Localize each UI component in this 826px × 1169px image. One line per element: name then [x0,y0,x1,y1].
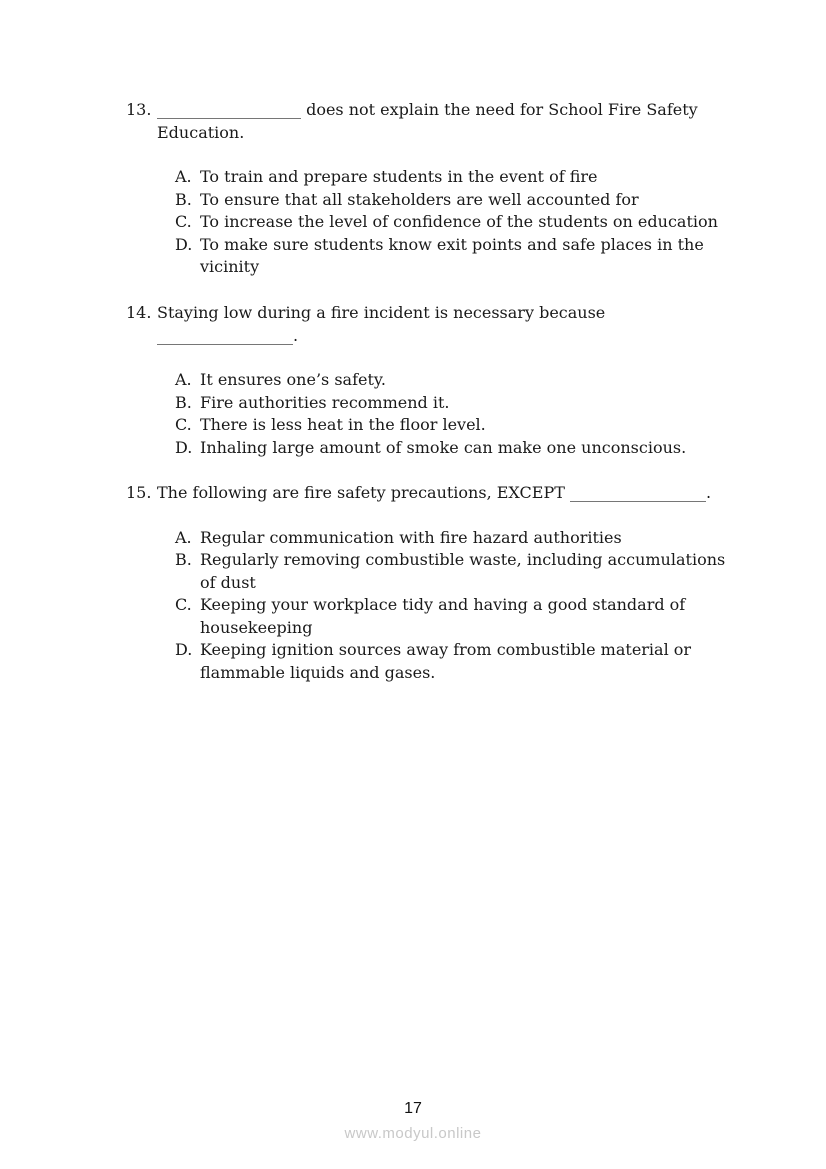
question-number: 14. [126,303,152,322]
question-stem [126,99,736,144]
question-number: 13. [126,100,152,119]
question-text: Staying low during a fire incident is necessary because _________________. [157,303,606,345]
choice-item [175,594,736,639]
choice-list [126,166,736,279]
page-number: 17 [404,1100,422,1117]
choice-text: Keeping your workplace tidy and having a good standard of housekeeping [200,595,686,637]
watermark: www.modyul.online [344,1125,482,1142]
question-text: __________________ does not explain the need for School Fire Safety Education. [157,100,698,142]
choice-letter: D. [175,640,193,659]
choice-item [175,549,736,594]
question-text: The following are fire safety precautions, EXCEPT _________________. [157,483,712,502]
choice-text: There is less heat in the floor level. [200,415,486,434]
choice-item [175,437,736,460]
choice-text: To make sure students know exit points and safe places in the vicinity [200,234,704,276]
choice-text: Inhaling large amount of smoke can make one unconscious. [200,437,687,457]
choice-text: To increase the level of confidence of the students on education [200,212,718,231]
choice-letter: C. [175,212,192,231]
choice-item [175,369,736,392]
choice-item [175,234,736,279]
choice-item [175,189,736,212]
choice-letter: A. [175,167,192,186]
choice-letter: A. [175,370,192,389]
choice-text: Keeping ignition sources away from combustible material or flammable liquids and gases. [200,640,692,682]
question-stem [126,302,736,347]
question-15 [126,482,736,684]
choice-letter: B. [175,392,192,412]
choice-letter: D. [175,437,193,457]
choice-item [175,527,736,550]
choice-letter: D. [175,234,193,254]
choice-letter: A. [175,527,192,547]
choice-text: Regular communication with fire hazard authorities [200,527,622,547]
question-14 [126,302,736,459]
choice-item [175,392,736,415]
choice-text: It ensures one’s safety. [200,370,386,389]
choice-item [175,211,736,234]
choice-letter: C. [175,415,192,434]
choice-text: To ensure that all stakeholders are well accounted for [200,189,639,209]
choice-letter: B. [175,189,192,209]
choice-item [175,166,736,189]
question-stem [126,482,736,505]
choice-item [175,639,736,684]
choice-letter: C. [175,595,192,614]
choice-text: To train and prepare students in the event of fire [200,167,598,186]
question-13 [126,99,736,279]
choice-item [175,414,736,437]
choice-list [126,369,736,459]
choice-list [126,527,736,685]
choice-text: Fire authorities recommend it. [200,392,450,412]
choice-text: Regularly removing combustible waste, including accumulations of dust [200,550,726,592]
question-number: 15. [126,483,152,502]
choice-letter: B. [175,550,192,569]
